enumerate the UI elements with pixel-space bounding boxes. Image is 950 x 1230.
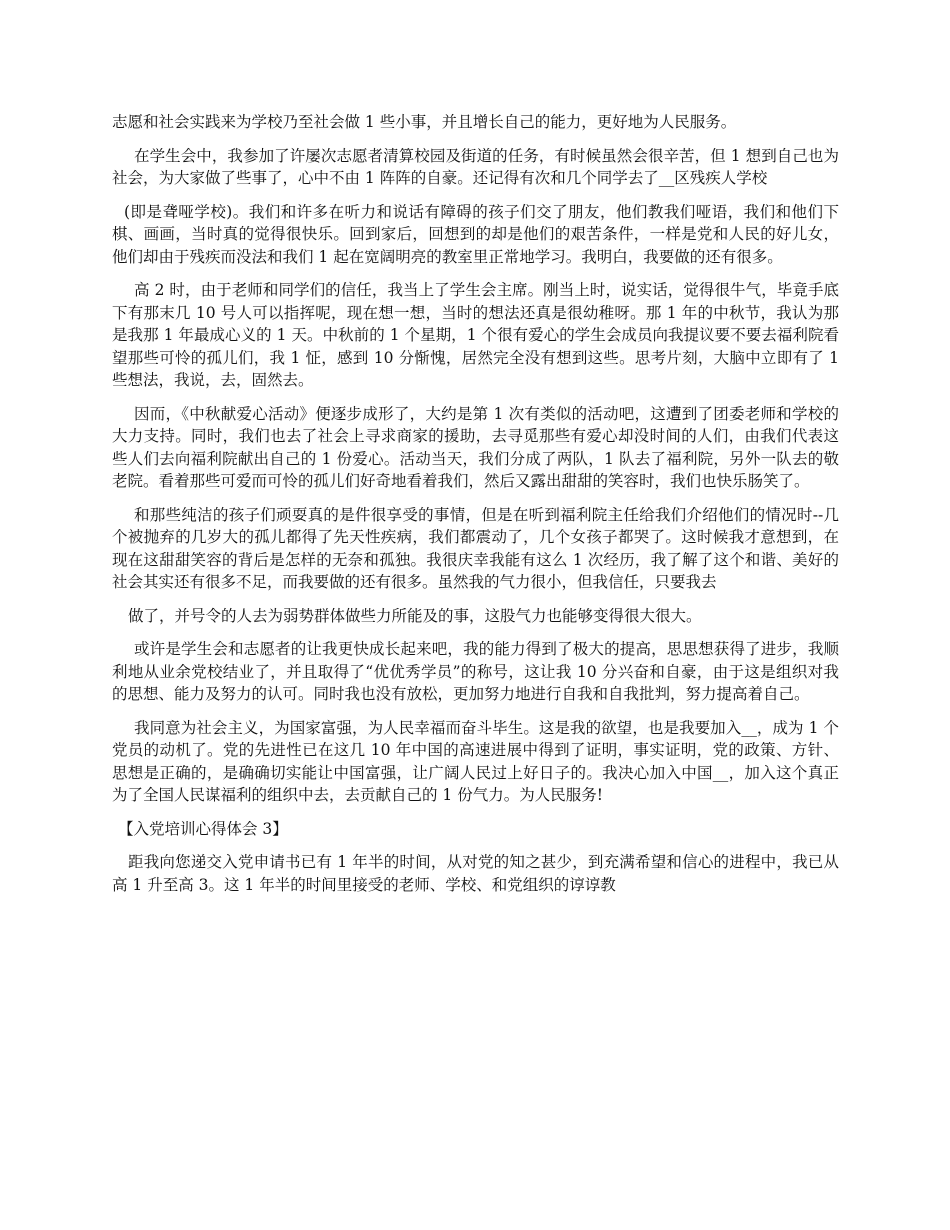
paragraph: (即是聋哑学校)。我们和许多在听力和说话有障碍的孩子们交了朋友，他们教我们哑语，我们和他们下棋、画画，当时真的觉得很快乐。回到家后，回想到的却是他们的艰苦条件，一样是党和人民的好儿女，他们却由于残疾而没法和我们 1 起在宽阔明亮的教室里正常地学习。我明白，我要做的还有很多。 (112, 202, 839, 266)
paragraph: 因而，《中秋献爱心活动》便逐步成形了，大约是第 1 次有类似的活动吧，这遭到了团委老师和学校的大力支持。同时，我们也去了社会上寻求商家的援助，去寻觅那些有爱心却没时间的人们，由我们代表这些人们去向福利院献出自己的 1 份爱心。活动当天，我们分成了两队，1 队去了福利院，另外一队去的敬老院。看着那些可爱而可怜的孤儿们好奇地看着我们，然后又露出甜甜的笑容时，我们也快乐肠笑了。 (112, 404, 839, 490)
paragraph: 或许是学生会和志愿者的让我更快成长起来吧，我的能力得到了极大的提高，思思想获得了进步，我顺利地从业余党校结业了，并且取得了“优优秀学员”的称号，这让我 10 分兴奋和自豪，由于这是组织对我的思想、能力及努力的认可。同时我也没有放松，更加努力地进行自我和自我批判，努力提高着自己。 (112, 640, 839, 703)
paragraph: 我同意为社会主义，为国家富强，为人民幸福而奋斗毕生。这是我的欲望，也是我要加入__，成为 1 个党员的动机了。党的先进性已在这几 10 年中国的高速进展中得到了证明，事实证明，党的政策、方针、思想是正确的，是确确切实能让中国富强，让广阔人民过上好日子的。我决心加入中国__，加入这个真正为了全国人民谋福利的组织中去，去贡献自己的 1 份气力。为人民服务! (112, 718, 839, 804)
section-heading: 【入党培训心得体会 3】 (118, 819, 288, 838)
paragraph: 高 2 时，由于老师和同学们的信任，我当上了学生会主席。刚当上时，说实话，觉得很牛气，毕竟手底下有那末几 10 号人可以指挥呢，现在想一想，当时的想法还真是很幼稚呀。那 1 年的中秋节，我认为那是我那 1 年最成心义的 1 天。中秋前的 1 个星期，1 个很有爱心的学生会成员向我提议要不要去福利院看望那些可怜的孤儿们，我 1 怔，感到 10 分惭愧，居然完全没有想到这些。思考片刻，大脑中立即有了 1 些想法，我说，去，固然去。 (112, 281, 839, 389)
paragraph: 在学生会中，我参加了许屡次志愿者清算校园及街道的任务，有时候虽然会很辛苦，但 1 想到自己也为社会，为大家做了些事了，心中不由 1 阵阵的自豪。还记得有次和几个同学去了__区残疾人学校 (112, 146, 839, 187)
document-body (112, 111, 839, 907)
paragraph: 距我向您递交入党申请书已有 1 年半的时间，从对党的知之甚少，到充满希望和信心的进程中，我已从高 1 升至高 3。这 1 年半的时间里接受的老师、学校、和党组织的谆谆教 (112, 853, 839, 894)
paragraph: 和那些纯洁的孩子们顽耍真的是件很享受的事情，但是在听到福利院主任给我们介绍他们的情况时--几个被抛弃的几岁大的孤儿都得了先天性疾病，我们都震动了，几个女孩子都哭了。这时候我才意想到，在现在这甜甜笑容的背后是怎样的无奈和孤独。我很庆幸我能有这么 1 次经历，我了解了这个和谐、美好的社会其实还有很多不足，而我要做的还有很多。虽然我的气力很小，但我信任，只要我去 (112, 505, 839, 591)
paragraph: 做了，并号令的人去为弱势群体做些力所能及的事，这股气力也能够变得很大很大。 (128, 606, 702, 625)
paragraph: 志愿和社会实践来为学校乃至社会做 1 些小事，并且增长自己的能力，更好地为人民服务。 (112, 113, 737, 131)
